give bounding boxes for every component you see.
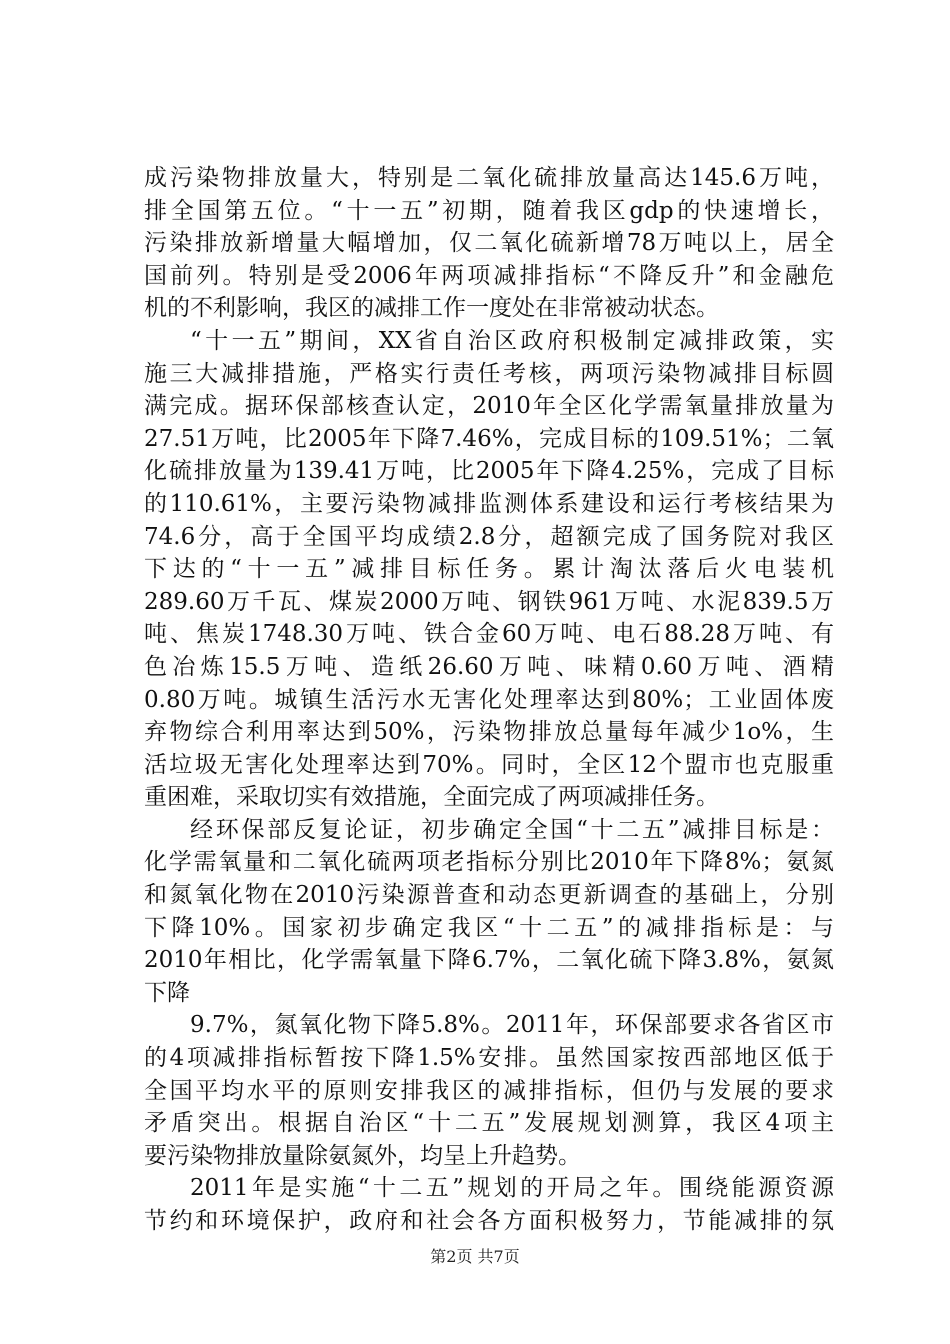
text-line: 成污染物排放量大，特别是二氧化硫排放量高达145.6万吨，	[144, 165, 834, 191]
paragraph-start-line: 经环保部反复论证，初步确定全国“十二五”减排目标是：	[190, 816, 834, 843]
text-line: 27.51万吨，比2005年下降7.46%，完成目标的109.51%；二氧	[144, 425, 834, 452]
text-line: 下达的“十一五”减排目标任务。累计淘汰落后火电装机	[144, 556, 834, 583]
text-line: 吨、焦炭1748.30万吨、铁合金60万吨、电石88.28万吨、有	[144, 621, 834, 648]
text-line: 节约和环境保护，政府和社会各方面积极努力，节能减排的氛	[144, 1208, 834, 1234]
text-line: 74.6分，高于全国平均成绩2.8分，超额完成了国务院对我区	[144, 523, 834, 550]
text-line: 重困难，采取切实有效措施，全面完成了两项减排任务。	[144, 784, 719, 811]
text-line: 化学需氧量和二氧化硫两项老指标分别比2010年下降8%；氨氮	[144, 849, 834, 876]
text-line: 全国平均水平的原则安排我区的减排指标，但仍与发展的要求	[144, 1077, 834, 1104]
body-text	[144, 162, 834, 1238]
page-number-footer: 第2页 共7页	[430, 1247, 520, 1266]
text-line: 机的不利影响，我区的减排工作一度处在非常被动状态。	[144, 295, 719, 322]
paragraph-start-line: 2011年是实施“十二五”规划的开局之年。围绕能源资源	[190, 1175, 834, 1202]
text-line: 国前列。特别是受2006年两项减排指标“不降反升”和金融危	[144, 262, 834, 289]
text-line: 和氮氧化物在2010污染源普查和动态更新调查的基础上，分别	[144, 882, 834, 909]
text-line: 弃物综合利用率达到50%，污染物排放总量每年减少1o%，生	[144, 719, 834, 746]
text-line: 污染排放新增量大幅增加，仅二氧化硫新增78万吨以上，居全	[144, 230, 834, 257]
text-line: 的110.61%，主要污染物减排监测体系建设和运行考核结果为	[144, 490, 834, 517]
text-line: 矛盾突出。根据自治区“十二五”发展规划测算，我区4项主	[144, 1110, 834, 1137]
text-line: 0.80万吨。城镇生活污水无害化处理率达到80%；工业固体废	[144, 686, 834, 713]
text-line: 排全国第五位。“十一五”初期，随着我区gdp的快速增长，	[144, 197, 834, 224]
text-line: 色冶炼15.5万吨、造纸26.60万吨、味精0.60万吨、酒精	[144, 653, 834, 680]
text-line: 要污染物排放量除氨氮外，均呈上升趋势。	[144, 1142, 581, 1169]
text-line: 289.60万千瓦、煤炭2000万吨、钢铁961万吨、水泥839.5万	[144, 588, 834, 615]
paragraph-start-line: “十一五”期间，XX省自治区政府积极制定减排政策，实	[190, 327, 834, 354]
text-line: 化硫排放量为139.41万吨，比2005年下降4.25%，完成了目标	[144, 458, 834, 485]
text-line: 的4项减排指标暂按下降1.5%安排。虽然国家按西部地区低于	[144, 1045, 834, 1072]
text-line: 施三大减排措施，严格实行责任考核，两项污染物减排目标圆	[144, 360, 834, 387]
text-line: 活垃圾无害化处理率达到70%。同时，全区12个盟市也克服重	[144, 751, 834, 778]
paragraph-start-line: 9.7%，氮氧化物下降5.8%。2011年，环保部要求各省区市	[190, 1012, 834, 1039]
text-line: 满完成。据环保部核查认定，2010年全区化学需氧量排放量为	[144, 393, 834, 420]
text-line: 下降10%。国家初步确定我区“十二五”的减排指标是：与	[144, 914, 834, 941]
text-line: 下降	[144, 979, 190, 1006]
text-line: 2010年相比，化学需氧量下降6.7%，二氧化硫下降3.8%，氨氮	[144, 947, 834, 974]
